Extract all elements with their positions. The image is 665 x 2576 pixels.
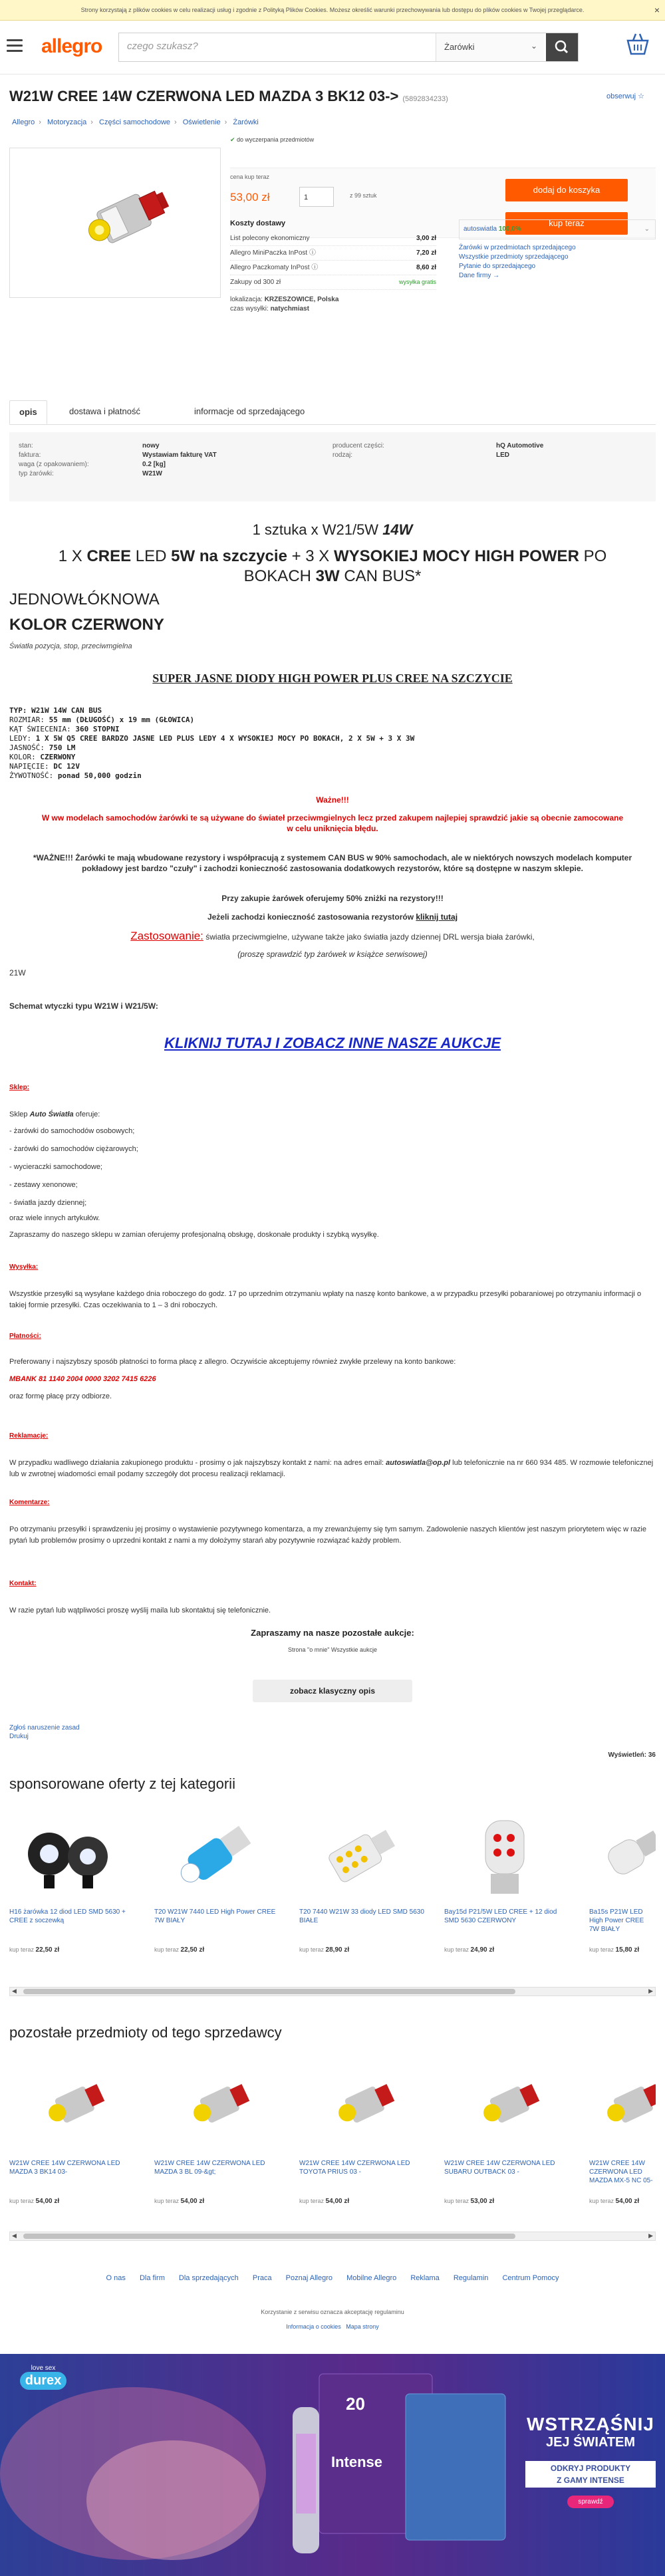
chevron-down-icon: ⌄ [530, 41, 537, 51]
parameters [9, 432, 656, 501]
invite-title: Zapraszamy na nasze pozostałe aukcje: [251, 1628, 414, 1638]
card-name: Bay15d P21/5W LED CREE + 12 diod SMD 5630 CZERWONY [444, 1908, 557, 1924]
desc-line1: 1 sztuka x W21/5W 14W [252, 521, 413, 538]
tab-description[interactable]: opis [9, 400, 47, 424]
breadcrumb-item[interactable]: Części samochodowe [99, 118, 171, 126]
ad-pack-count: 20 [346, 2394, 365, 2414]
comments-text: Po otrzymaniu przesyłki i sprawdzeniu jej prosimy o wystawienie pozytywnego komentarza, a my zrewanżujemy się tym samym. Zadowolenie naszych klientów jest naszym priorytetem więc w razie pytań lub problemów prosimy o uprzedni kontakt z nami a my dołożymy starań aby pozytywnie rozwiązać każdy problem. [9, 1525, 646, 1545]
shipping-price: 7,20 zł [416, 249, 436, 257]
allegro-logo[interactable]: allegro [41, 35, 102, 57]
category-select[interactable] [436, 33, 544, 61]
card-price: kup teraz 54,00 zł [154, 2198, 205, 2205]
shipping-price: wysyłka gratis [398, 279, 436, 285]
cookie-info-link[interactable]: Informacja o cookies [286, 2323, 341, 2330]
footer-note: Korzystanie z serwisu oznacza akceptację regulaminu [261, 2309, 404, 2315]
shipping-row [230, 275, 436, 290]
sponsored-card[interactable] [9, 1809, 136, 1954]
desc-bulb: 21W [9, 968, 26, 977]
seller-item-card[interactable] [444, 2060, 571, 2205]
seller-login: autoswiatla [464, 225, 497, 233]
product-thumb [154, 2060, 275, 2153]
desc-application: Zastosowanie: światła przeciwmgielne, używane także jako światła jazdy dziennej DRL wersja biała żarówki, [130, 930, 535, 942]
card-price: kup teraz 22,50 zł [9, 1946, 60, 1954]
shipping-price: 3,00 zł [416, 235, 436, 242]
section-shop: Sklep: [9, 1084, 30, 1091]
tab-seller-info[interactable]: informacje od sprzedającego [194, 406, 305, 416]
footer-nav [0, 2274, 665, 2282]
quantity-available: z 99 sztuk [350, 192, 377, 199]
sponsored-card[interactable] [154, 1809, 281, 1954]
footer-link[interactable]: Poznaj Allegro [285, 2274, 332, 2282]
product-id: (5892834233) [402, 95, 448, 103]
card-name: W21W CREE 14W CZERWONA LED MAZDA MX-5 NC 05- [589, 2160, 653, 2184]
shipping-name: List polecony ekonomiczny [230, 235, 310, 242]
check-icon: ✔ [230, 136, 237, 143]
footer-link[interactable]: Reklama [410, 2274, 440, 2282]
view-classic-button[interactable]: zobacz klasyczny opis [253, 1680, 412, 1702]
card-price: kup teraz 22,50 zł [154, 1946, 205, 1954]
quantity-input[interactable]: 1 [299, 187, 334, 207]
desc-line2: 1 X CREE LED 5W na szczycie + 3 X WYSOKIEJ MOCY HIGH POWER PO BOKACH 3W CAN BUS* [58, 547, 607, 585]
sponsored-card[interactable] [589, 1809, 656, 1954]
report-links [9, 1724, 80, 1741]
card-name: W21W CREE 14W CZERWONA LED SUBARU OUTBACK 03 - [444, 2160, 555, 2176]
product-thumb [154, 1809, 275, 1902]
payments-more: oraz formę płacę przy odbiorze. [9, 1392, 112, 1400]
sponsored-scrollbar[interactable] [9, 1987, 656, 1996]
tab-delivery[interactable]: dostawa i płatność [69, 406, 140, 416]
product-thumb [9, 1809, 130, 1902]
add-to-cart-button[interactable]: dodaj do koszyka [505, 179, 628, 201]
desc-one-filament: JEDNOWŁÓKNOWA [9, 590, 160, 608]
sitemap-link[interactable]: Mapa strony [346, 2323, 379, 2330]
info-icon: ⓘ [311, 264, 319, 271]
scroll-left-icon: ◀ [12, 1988, 17, 1994]
shipping-row [230, 231, 436, 246]
invite-links[interactable]: Strona "o mnie" Wszystkie aukcje [288, 1646, 377, 1653]
seller-link[interactable]: Wszystkie przedmioty sprzedającego [459, 253, 569, 261]
card-price: kup teraz 54,00 zł [9, 2198, 60, 2205]
card-name: T20 W21W 7440 LED High Power CREE 7W BIAŁY [154, 1908, 276, 1924]
more-auctions-link[interactable]: KLIKNIJ TUTAJ I ZOBACZ INNE NASZE AUKCJE [164, 1035, 501, 1051]
footer-small [0, 2305, 665, 2334]
breadcrumb: Allegro › Motoryzacja › Części samochodowe › Oświetlenie › Żarówki [12, 118, 259, 126]
section-complaints: Reklamacje: [9, 1432, 49, 1440]
card-name: W21W CREE 14W CZERWONA LED MAZDA 3 BL 09-&gt; [154, 2160, 265, 2176]
card-name: H16 żarówka 12 diod LED SMD 5630 + CREE z soczewką [9, 1908, 126, 1924]
product-title [9, 88, 448, 105]
breadcrumb-item[interactable]: Żarówki [233, 118, 259, 126]
product-thumb [444, 2060, 565, 2153]
seller-items-title: pozostałe przedmioty od tego sprzedawcy [9, 2024, 282, 2041]
shop-text: Sklep Auto Światła oferuje: - żarówki do samochodów osobowych; - żarówki do samochodów ciężarowych; - wycieraczki samochodowe; - zestawy xenonowe; - światła jazdy dziennej; oraz wiele innych artykułów. Zapraszamy do naszego sklepu w zamian oferujemy profesjonalną obsługę, doskonałe produkty i szybką wysyłkę. [9, 1110, 379, 1239]
product-thumb [589, 2060, 656, 2153]
scroll-right-icon: ▶ [648, 1988, 653, 1994]
card-price: kup teraz 15,80 zł [589, 1946, 640, 1954]
shipping-row [230, 261, 436, 275]
price-label: cena kup teraz [230, 174, 270, 180]
shipping-text: Wszystkie przesyłki są wysyłane każdego dnia roboczego do godz. 17 po uprzednim otrzymaniu wpłaty na naszę konto bankowe, a w przypadku przesyłki pobaraniowej po otrzymaniu informacji o takiej formie przesyłki. Czas oczekiwania to 1 – 3 dni roboczych. [9, 1290, 642, 1309]
category-label: Żarówki [444, 42, 475, 52]
seller-item-card[interactable] [9, 2060, 136, 2205]
cookie-close-button[interactable]: × [654, 5, 660, 15]
breadcrumb-item[interactable]: Motoryzacja [47, 118, 87, 126]
time-value: natychmiast [270, 305, 309, 313]
section-shipping: Wysyłka: [9, 1263, 39, 1271]
param-values-left: nowy Wystawiam fakturę VAT 0.2 [kg] W21W [142, 442, 217, 477]
card-name: T20 7440 W21W 33 diody LED SMD 5630 BIAŁE [299, 1908, 424, 1924]
footer-link[interactable]: Dla sprzedających [178, 2274, 239, 2282]
stock-note [230, 136, 314, 144]
section-contact: Kontakt: [9, 1580, 37, 1587]
time-label: czas wysyłki: [230, 305, 269, 313]
footer-link[interactable]: Regulamin [453, 2274, 489, 2282]
product-thumb [589, 1809, 656, 1902]
shipping-price: 8,60 zł [416, 264, 436, 271]
desc-important: Ważne!!! [316, 795, 349, 805]
desc-resistors: Jeżeli zachodzi konieczność zastosowania rezystorów kliknij tutaj [207, 912, 458, 922]
product-gallery[interactable] [9, 148, 221, 298]
search-button[interactable] [546, 33, 578, 61]
stock-note-text: do wyczerpania przedmiotów [237, 136, 315, 143]
sponsored-card[interactable] [444, 1809, 571, 1954]
param-keys-right: producent części: rodzaj: [332, 442, 384, 459]
section-payments: Płatności: [9, 1333, 41, 1340]
bank-account: MBANK 81 1140 2004 0000 3202 7415 6226 [9, 1375, 156, 1383]
param-values-right: hQ Automotive LED [496, 442, 544, 459]
sponsored-card[interactable] [299, 1809, 426, 1954]
shipping-name: Zakupy od 300 zł [230, 279, 281, 286]
card-price: kup teraz 24,90 zł [444, 1946, 495, 1954]
cookie-text: Strony korzystają z plików cookies w celu realizacji usług i zgodnie z Polityką Plików Cookies. Możesz określić warunki przechowywania lub dostępu do plików cookies w Twojej przeglądarce. [80, 7, 585, 13]
footer-link[interactable]: Centrum Pomocy [502, 2274, 559, 2282]
seller-links [459, 243, 656, 281]
seller-rating: 100,0% [498, 225, 521, 233]
shipping-costs [230, 219, 436, 314]
desc-specs: TYP: W21W 14W CAN BUS ROZMIAR: 55 mm (DŁUGOŚĆ) x 19 mm (GŁOWICA) KĄT ŚWIECENIA: 360 STOPNI LEDY: 1 X 5W Q5 CREE BARDZO JASNE LED PLUS LEDY 4 X WYSOKIEJ MOCY PO BOKACH, 2 X 5W + 3 X 3W JASNOŚĆ: 750 LM KOLOR: CZERWONY NAPIĘCIE: DC 12V ŻYWOTNOŚĆ: ponad 50,000 godzin [9, 706, 415, 780]
seller-link[interactable]: Dane firmy → [459, 272, 500, 279]
ad-banner[interactable] [0, 2354, 665, 2576]
product-title-text: W21W CREE 14W CZERWONA LED MAZDA 3 BK12 03-> [9, 88, 399, 104]
product-thumb [9, 2060, 130, 2153]
tabs [9, 395, 656, 425]
desc-headline: SUPER JASNE DIODY HIGH POWER PLUS CREE NA SZCZYCIE [152, 672, 513, 685]
shipping-heading: Koszty dostawy [230, 219, 286, 227]
seller-name[interactable] [459, 219, 656, 239]
product-thumb [444, 1809, 565, 1902]
search-bar [118, 33, 579, 62]
param-keys-left: stan: faktura: waga (z opakowaniem): typ żarówki: [19, 442, 89, 477]
product-image [10, 148, 220, 297]
seller-item-card[interactable] [154, 2060, 281, 2205]
search-icon [546, 33, 578, 61]
seller-link[interactable]: Żarówki w przedmiotach sprzedającego [459, 244, 576, 251]
ad-cta-button[interactable]: sprawdź [567, 2496, 613, 2508]
complaints-text: W przypadku wadliwego działania zakupionego produktu - prosimy o jak najszybszy kontakt z nami: na adres email: autoswiatla@op.pl lub telefonicznie na nr 660 934 485. W rozmowie telefonicznej lub w zwrotnej wiadomości email podamy szczegóły dot procesu realizacji reklamacji. [9, 1459, 654, 1478]
ad-text: WSTRZĄŚNIJ JEJ ŚWIATEM ODKRYJ PRODUKTY Z GAMY INTENSE sprawdź [525, 2414, 656, 2508]
product-thumb [299, 2060, 420, 2153]
resistors-link[interactable]: kliknij tutaj [416, 912, 458, 922]
desc-app-note: (proszę sprawdzić typ żarówek w książce serwisowej) [237, 950, 428, 959]
footer-link[interactable]: Mobilne Allegro [346, 2274, 397, 2282]
scroll-left-icon: ◀ [12, 2232, 17, 2239]
desc-use: Światła pozycja, stop, przeciwmgielna [9, 642, 132, 650]
shipping-name: Allegro Paczkomaty InPost [230, 264, 310, 271]
cookie-bar [0, 0, 665, 21]
card-name: W21W CREE 14W CZERWONA LED MAZDA 3 BK14 03- [9, 2160, 120, 2176]
desc-color: KOLOR CZERWONY [9, 616, 164, 634]
card-name: Ba15s P21W LED High Power CREE 7W BIAŁY [589, 1908, 644, 1933]
desc-schema: Schemat wtyczki typu W21W i W21/5W: [9, 1001, 158, 1011]
desc-canbus: *WAŻNE!!! Żarówki te mają wbudowane rezystory i współpracują z systemem CAN BUS w 90% samochodach, ale w niektórych nowszych modelach komputer pokładowy jest bardzo "czuły" i zachodzi konieczność zastosowania dodatkowych rezystorów, które są dostępne w naszym sklepie. [33, 853, 632, 873]
contact-text: W razie pytań lub wątpliwości proszę wyślij maila lub skontaktuj się telefonicznie. [9, 1607, 271, 1614]
footer-link[interactable]: Dla firm [139, 2274, 165, 2282]
report-link[interactable]: Zgłoś naruszenie zasad [9, 1724, 80, 1732]
scroll-right-icon: ▶ [648, 2232, 653, 2239]
ad-pack-title: Intense [331, 2454, 383, 2470]
seller-items-scrollbar[interactable] [9, 2232, 656, 2241]
shipping-row [230, 246, 436, 261]
section-comments: Komentarze: [9, 1499, 50, 1506]
card-price: kup teraz 53,00 zł [444, 2198, 495, 2205]
basket-icon[interactable] [624, 31, 652, 59]
buy-now-button[interactable]: kup teraz [505, 212, 628, 235]
seller-link[interactable]: Pytanie do sprzedającego [459, 263, 536, 270]
sponsored-title: sponsorowane oferty z tej kategorii [9, 1775, 235, 1792]
card-price: kup teraz 28,90 zł [299, 1946, 350, 1954]
desc-important-text: W ww modelach samochodów żarówki te są używane do świateł przeciwmgielnych lecz przed zakupem najlepiej sprawdzić jakie są obecnie zamocowane w celu uniknięcia błędu. [41, 813, 624, 833]
chevron-down-icon: ⌄ [644, 225, 650, 233]
breadcrumb-item[interactable]: Oświetlenie [182, 118, 221, 126]
views-counter: Wyświetleń: 36 [608, 1751, 656, 1759]
product-thumb [299, 1809, 420, 1902]
footer-link[interactable]: O nas [106, 2274, 126, 2282]
card-name: W21W CREE 14W CZERWONA LED TOYOTA PRIUS 03 - [299, 2160, 410, 2176]
shipping-name: Allegro MiniPaczka InPost [230, 249, 308, 257]
search-input[interactable]: czego szukasz? [127, 41, 198, 52]
location-value: KRZESZOWICE, Polska [264, 296, 339, 303]
price: 53,00 zł [230, 191, 270, 203]
info-icon: ⓘ [309, 249, 316, 257]
payments-text: Preferowany i najszybszy sposób płatności to forma płacę z allegro. Oczywiście akceptujemy również zwykłe przelewy na konto bankowe: [9, 1358, 456, 1366]
desc-discount: Przy zakupie żarówek oferujemy 50% zniżki na rezystory!!! [221, 894, 444, 903]
menu-icon[interactable] [7, 39, 23, 53]
site-header [0, 21, 665, 74]
seller-box [459, 219, 656, 281]
seller-item-card[interactable] [299, 2060, 426, 2205]
card-price: kup teraz 54,00 zł [299, 2198, 350, 2205]
footer-link[interactable]: Praca [252, 2274, 272, 2282]
breadcrumb-item[interactable]: Allegro [12, 118, 35, 126]
ad-logo: love sex durex [20, 2365, 66, 2390]
location [230, 295, 436, 314]
seller-item-card[interactable] [589, 2060, 656, 2205]
location-label: lokalizacja: [230, 296, 263, 303]
observe-button[interactable]: obserwuj ☆ [606, 92, 644, 100]
print-link[interactable]: Drukuj [9, 1733, 29, 1740]
card-price: kup teraz 54,00 zł [589, 2198, 640, 2205]
